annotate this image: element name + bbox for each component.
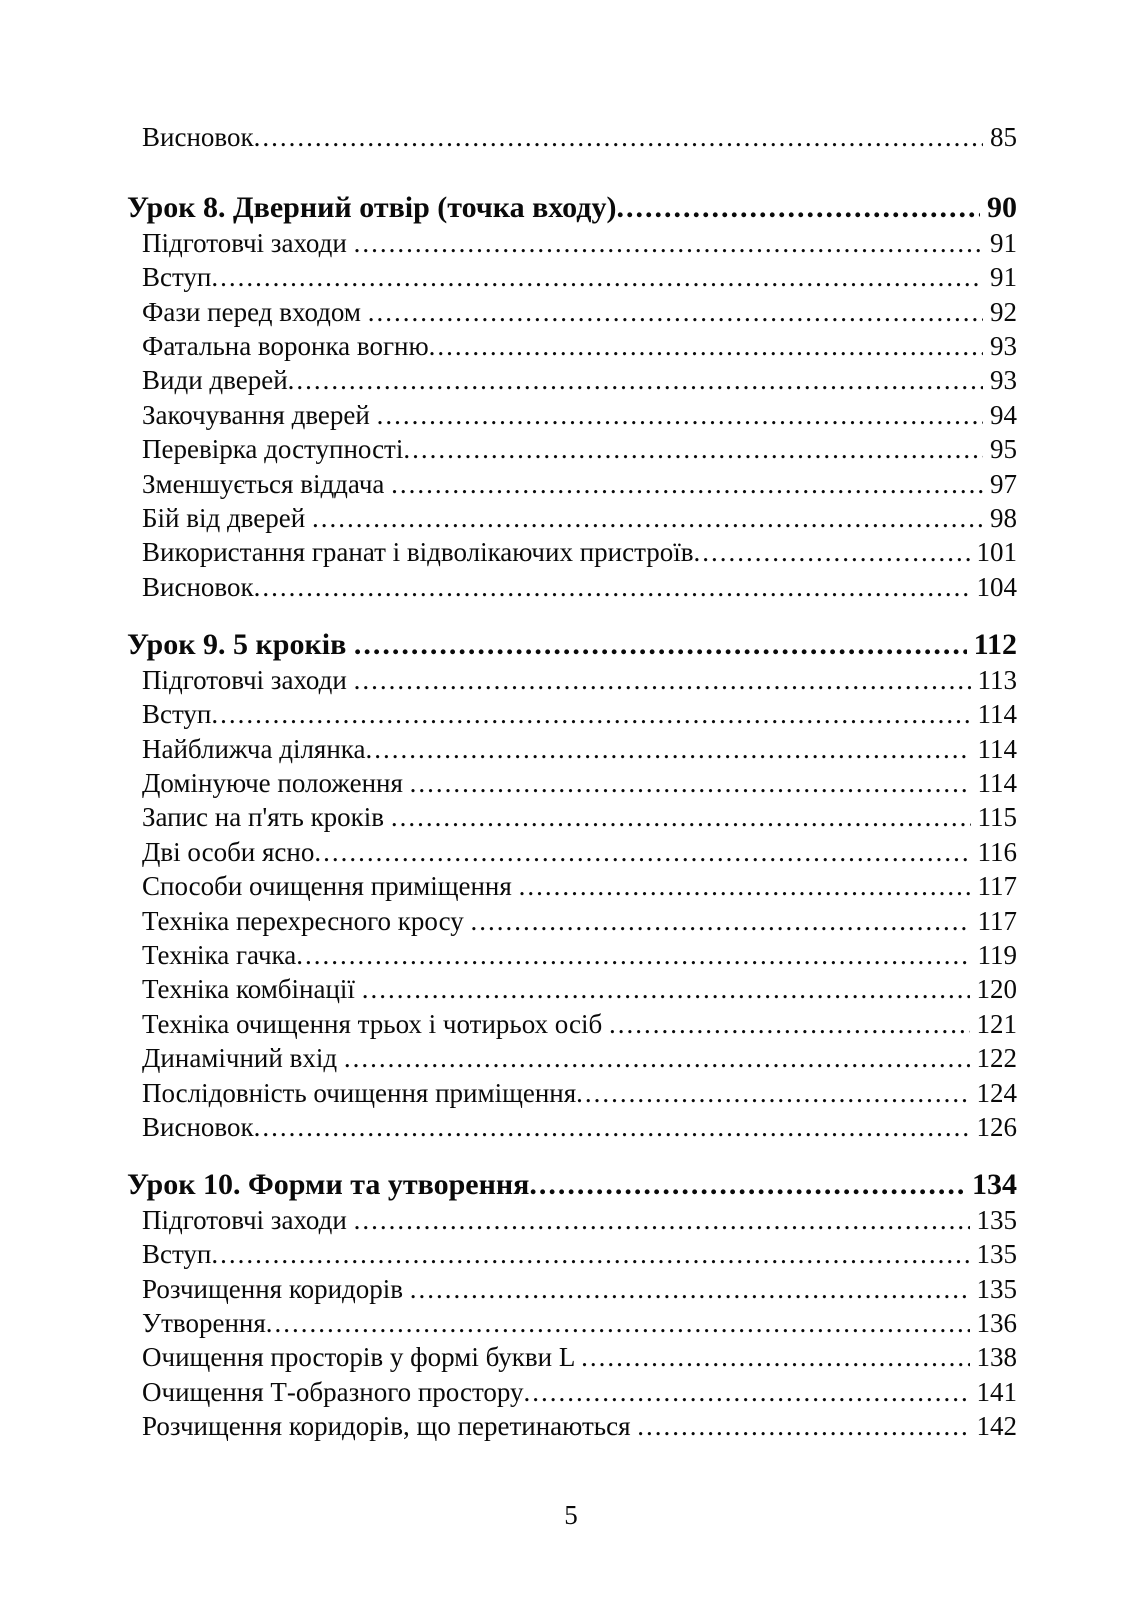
toc-dot-leader: [391, 800, 971, 834]
toc-entry-label: Очищення Т-образного простору: [142, 1376, 524, 1407]
toc-dot-leader: [470, 904, 970, 938]
toc-entry: [127, 120, 1017, 154]
toc-entry-page: 115: [977, 802, 1017, 833]
toc-entry-page: 117: [977, 905, 1017, 936]
toc-entry-label: Утворення: [142, 1308, 266, 1338]
toc-entry-page: 98: [990, 503, 1017, 534]
toc-entry-label: Дві особи ясно: [142, 836, 315, 867]
toc-dot-leader: [296, 938, 970, 972]
toc-dot-leader: [211, 697, 970, 731]
toc-entry-label: Висновок: [142, 571, 254, 602]
toc-dot-leader: [576, 1076, 969, 1110]
toc-entry: [127, 1409, 1017, 1443]
toc-dot-leader: [254, 120, 983, 154]
toc-entry-page: 126: [976, 1111, 1017, 1142]
toc-entry-label: Перевірка доступності: [142, 434, 404, 465]
toc-entry-label: Запис на п'ять кроків: [142, 802, 391, 833]
toc-entry: [127, 1340, 1017, 1374]
toc-dot-leader: [377, 398, 983, 432]
toc-entry-label: Урок 10. Форми та утворення: [127, 1168, 530, 1202]
toc-entry-label: Фатальна воронка вогню: [142, 331, 429, 362]
toc-entry-label: Способи очищення приміщення: [142, 871, 519, 902]
toc-entry: [127, 363, 1017, 397]
toc-entry-label: Техніка комбінації: [142, 974, 362, 1005]
toc-entry: [127, 628, 1017, 662]
toc-dot-leader: [254, 570, 970, 604]
toc-dot-leader: [211, 1237, 969, 1271]
toc-entry-label: Підготовчі заходи: [142, 664, 354, 695]
toc-entry: [127, 295, 1017, 329]
toc-dot-leader: [354, 663, 971, 697]
toc-entry-label: Висновок: [142, 1111, 254, 1142]
toc-entry-label: Висновок: [142, 122, 254, 152]
toc-entry: [127, 972, 1017, 1006]
toc-dot-leader: [254, 1110, 970, 1144]
toc-entry-page: 136: [976, 1308, 1017, 1338]
toc-entry: [127, 1168, 1017, 1202]
toc-entry-page: 135: [976, 1239, 1017, 1270]
toc-entry-label: Розчищення коридорів: [142, 1273, 410, 1304]
toc-entry: [127, 1237, 1017, 1271]
toc-entry-label: Використання гранат і відволікаючих пристроїв: [142, 537, 694, 568]
toc-dot-leader: [354, 628, 967, 662]
toc-dot-leader: [314, 835, 970, 869]
toc-entry-page: 114: [977, 733, 1017, 764]
toc-entry-page: 112: [973, 628, 1017, 662]
table-of-contents: [127, 120, 1017, 1444]
toc-dot-leader: [616, 191, 980, 225]
toc-dot-leader: [354, 226, 983, 260]
toc-entry-page: 95: [990, 434, 1017, 465]
toc-entry-page: 93: [990, 365, 1017, 396]
toc-entry-label: Техніка очищення трьох і чотирьох осіб: [142, 1008, 609, 1039]
toc-dot-leader: [410, 1272, 970, 1306]
toc-entry-page: 91: [990, 227, 1017, 258]
toc-entry: [127, 766, 1017, 800]
toc-entry: [127, 1041, 1017, 1075]
toc-dot-leader: [519, 869, 971, 903]
toc-dot-leader: [362, 972, 970, 1006]
toc-dot-leader: [366, 732, 971, 766]
toc-entry: [127, 697, 1017, 731]
toc-dot-leader: [693, 535, 969, 569]
toc-entry: [127, 191, 1017, 225]
toc-entry-label: Очищення просторів у формі букви L: [142, 1342, 582, 1373]
toc-entry-page: 134: [972, 1168, 1017, 1202]
toc-entry: [127, 260, 1017, 294]
toc-entry-page: 122: [976, 1043, 1017, 1074]
toc-entry: [127, 1375, 1017, 1409]
toc-entry-page: 114: [977, 699, 1017, 730]
toc-entry-label: Фази перед входом: [142, 296, 368, 327]
toc-entry: [127, 467, 1017, 501]
toc-dot-leader: [637, 1409, 969, 1443]
toc-dot-leader: [581, 1340, 969, 1374]
toc-entry-page: 90: [987, 191, 1017, 225]
toc-entry-page: 94: [990, 399, 1017, 430]
toc-entry: [127, 904, 1017, 938]
toc-entry-label: Бій від дверей: [142, 503, 312, 534]
toc-entry-page: 104: [976, 571, 1017, 602]
toc-dot-leader: [429, 329, 983, 363]
toc-dot-leader: [312, 501, 983, 535]
toc-entry: [127, 535, 1017, 569]
toc-entry: [127, 1007, 1017, 1041]
toc-entry-label: Динамічний вхід: [142, 1043, 344, 1074]
toc-entry: [127, 1203, 1017, 1237]
toc-entry-label: Урок 9. 5 кроків: [127, 628, 354, 662]
toc-entry: [127, 869, 1017, 903]
toc-entry-page: 141: [976, 1376, 1017, 1407]
toc-entry-page: 85: [990, 122, 1017, 152]
toc-entry-label: Підготовчі заходи: [142, 227, 354, 258]
toc-entry: [127, 1076, 1017, 1110]
toc-entry-page: 117: [977, 871, 1017, 902]
toc-entry-label: Вступ: [142, 262, 212, 293]
toc-dot-leader: [354, 1203, 970, 1237]
toc-entry-page: 92: [990, 296, 1017, 327]
toc-entry-page: 135: [976, 1204, 1017, 1235]
toc-entry-page: 93: [990, 331, 1017, 362]
toc-entry-page: 97: [990, 468, 1017, 499]
toc-dot-leader: [529, 1168, 965, 1202]
toc-dot-leader: [344, 1041, 970, 1075]
toc-entry-label: Домінуюче положення: [142, 767, 410, 798]
toc-entry-page: 101: [976, 537, 1017, 568]
page-footer: [0, 1498, 1142, 1532]
toc-entry: [127, 226, 1017, 260]
toc-entry: [127, 732, 1017, 766]
toc-entry: [127, 432, 1017, 466]
toc-entry-page: 135: [976, 1273, 1017, 1304]
toc-entry: [127, 938, 1017, 972]
toc-entry-label: Розчищення коридорів, що перетинаються: [142, 1411, 638, 1442]
toc-entry-page: 120: [976, 974, 1017, 1005]
toc-entry-label: Послідовність очищення приміщення: [142, 1077, 577, 1108]
toc-entry: [127, 501, 1017, 535]
toc-entry-page: 124: [976, 1077, 1017, 1108]
toc-dot-leader: [211, 260, 983, 294]
toc-entry: [127, 1272, 1017, 1306]
toc-entry: [127, 663, 1017, 697]
toc-entry-label: Найближча ділянка: [142, 733, 366, 764]
toc-dot-leader: [368, 295, 983, 329]
toc-dot-leader: [288, 363, 983, 397]
toc-entry-label: Техніка гачка: [142, 939, 297, 970]
toc-dot-leader: [524, 1375, 970, 1409]
toc-entry-label: Закочування дверей: [142, 399, 377, 430]
toc-entry-page: 116: [977, 836, 1017, 867]
toc-entry-label: Техніка перехресного кросу: [142, 905, 471, 936]
toc-entry: [127, 398, 1017, 432]
toc-entry: [127, 1306, 1017, 1340]
toc-entry-page: 114: [977, 767, 1017, 798]
toc-dot-leader: [266, 1306, 970, 1340]
page-number: 5: [564, 1500, 578, 1530]
toc-entry: [127, 835, 1017, 869]
toc-entry-page: 91: [990, 262, 1017, 293]
toc-entry-label: Види дверей: [142, 365, 288, 396]
toc-dot-leader: [410, 766, 971, 800]
toc-entry: [127, 800, 1017, 834]
toc-entry-label: Вступ: [142, 1239, 212, 1270]
toc-entry: [127, 329, 1017, 363]
toc-entry-page: 113: [977, 664, 1017, 695]
toc-entry-page: 121: [976, 1008, 1017, 1039]
toc-entry-label: Урок 8. Дверний отвір (точка входу): [127, 191, 617, 225]
toc-entry-page: 142: [976, 1411, 1017, 1442]
toc-entry-label: Вступ: [142, 699, 212, 730]
toc-entry: [127, 570, 1017, 604]
toc-entry-page: 138: [976, 1342, 1017, 1373]
toc-entry-label: Підготовчі заходи: [142, 1204, 354, 1235]
toc-dot-leader: [609, 1007, 970, 1041]
toc-entry-label: Зменшується віддача: [142, 468, 392, 499]
toc-entry: [127, 1110, 1017, 1144]
toc-dot-leader: [403, 432, 983, 466]
toc-entry-page: 119: [977, 939, 1017, 970]
toc-dot-leader: [391, 467, 983, 501]
